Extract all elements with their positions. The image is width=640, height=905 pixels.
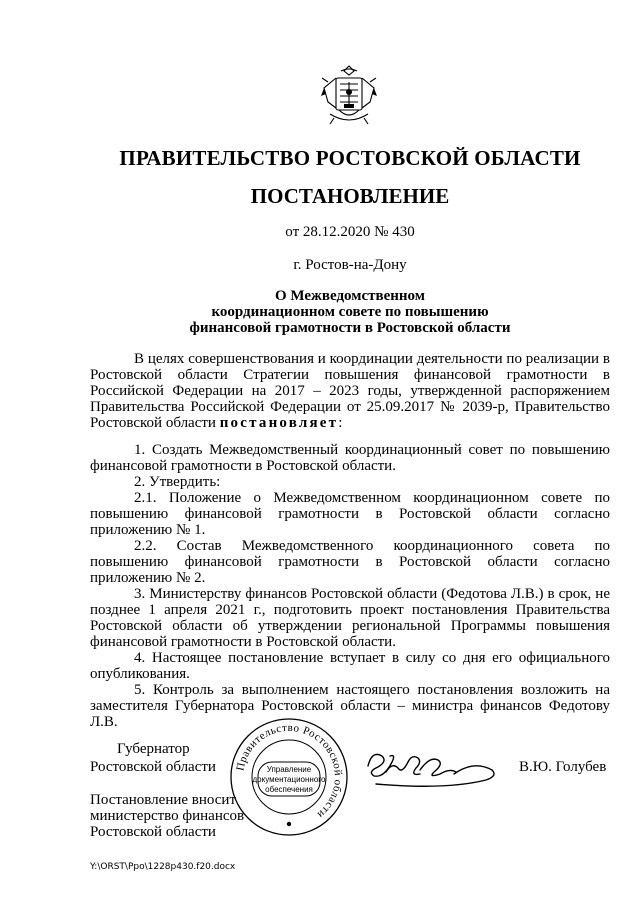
signer-title-line1: Губернатор: [117, 741, 190, 757]
preamble-paragraph: [90, 351, 610, 431]
submitted-by-block: [90, 792, 260, 840]
signer-title-line2: Ростовской области: [90, 759, 216, 775]
item-5: 5. Контроль за выполнением настоящего постановления возложить на заместителя Губернатора Ростовской области – министра финансов Федотову Л.В.: [90, 682, 610, 730]
document-date-number: от 28.12.2020 № 430: [285, 224, 415, 240]
decree-items: [90, 442, 610, 730]
submitted-line: Постановление вносит: [90, 792, 237, 808]
stamp-inner-line: обеспечения: [265, 785, 313, 794]
preamble-colon: :: [338, 415, 343, 431]
preamble-text: В целях совершенствования и координации деятельности по реализации в Ростовской области Стратегии повышения финансовой грамотности в Российской Федерации на 2017 – 2023 годы, утвержденной распоряжением Правительства Российской Федерации от 25.09.2017 № 2039-р, Правительство Ростовской области: [90, 351, 610, 431]
coat-of-arms-emblem: [316, 62, 382, 128]
decree-word: постановляет: [219, 415, 339, 431]
subject-line: координационном совете по повышению: [211, 304, 489, 320]
handwritten-signature: [360, 740, 500, 792]
item-2-1: 2.1. Положение о Межведомственном координационном совете по повышению финансовой грамотности в Ростовской области согласно приложению № 1.: [90, 490, 610, 538]
submitted-line: Ростовской области: [90, 824, 216, 840]
item-4: 4. Настоящее постановление вступает в силу со дня его официального опубликования.: [90, 650, 610, 682]
item-3: 3. Министерству финансов Ростовской области (Федотова Л.В.) в срок, не позднее 1 апреля 2021 г., подготовить проект постановления Правительства Ростовской области об утверждении региональной Программы повышения финансовой грамотности в Ростовской области.: [90, 586, 610, 650]
subject-line: О Межведомственном: [275, 288, 425, 304]
signer-name: В.Ю. Голубев: [519, 759, 607, 775]
document-place: г. Ростов-на-Дону: [293, 257, 407, 273]
organization-title: ПРАВИТЕЛЬСТВО РОСТОВСКОЙ ОБЛАСТИ: [119, 146, 581, 170]
document-subject: [0, 288, 640, 336]
subject-line: финансовой грамотности в Ростовской области: [189, 320, 511, 336]
submitted-line: министерство финансов: [90, 808, 245, 824]
item-1: 1. Создать Межведомственный координационный совет по повышению финансовой грамотности в Ростовской области.: [90, 442, 610, 474]
stamp-inner-line: документационного: [252, 775, 326, 784]
document-type: ПОСТАНОВЛЕНИЕ: [250, 184, 450, 208]
file-path-footer: Y:\ORST\Ppo\1228p430.f20.docx: [90, 862, 236, 872]
preamble: [90, 351, 610, 431]
item-2-2: 2.2. Состав Межведомственного координационного совета по повышению финансовой грамотности в Ростовской области согласно приложению № 2.: [90, 538, 610, 586]
stamp-inner-line: Управление: [266, 765, 312, 774]
stamp-ring-text: Правительство Ростовской области: [234, 721, 345, 821]
item-2: 2. Утвердить:: [134, 474, 221, 490]
